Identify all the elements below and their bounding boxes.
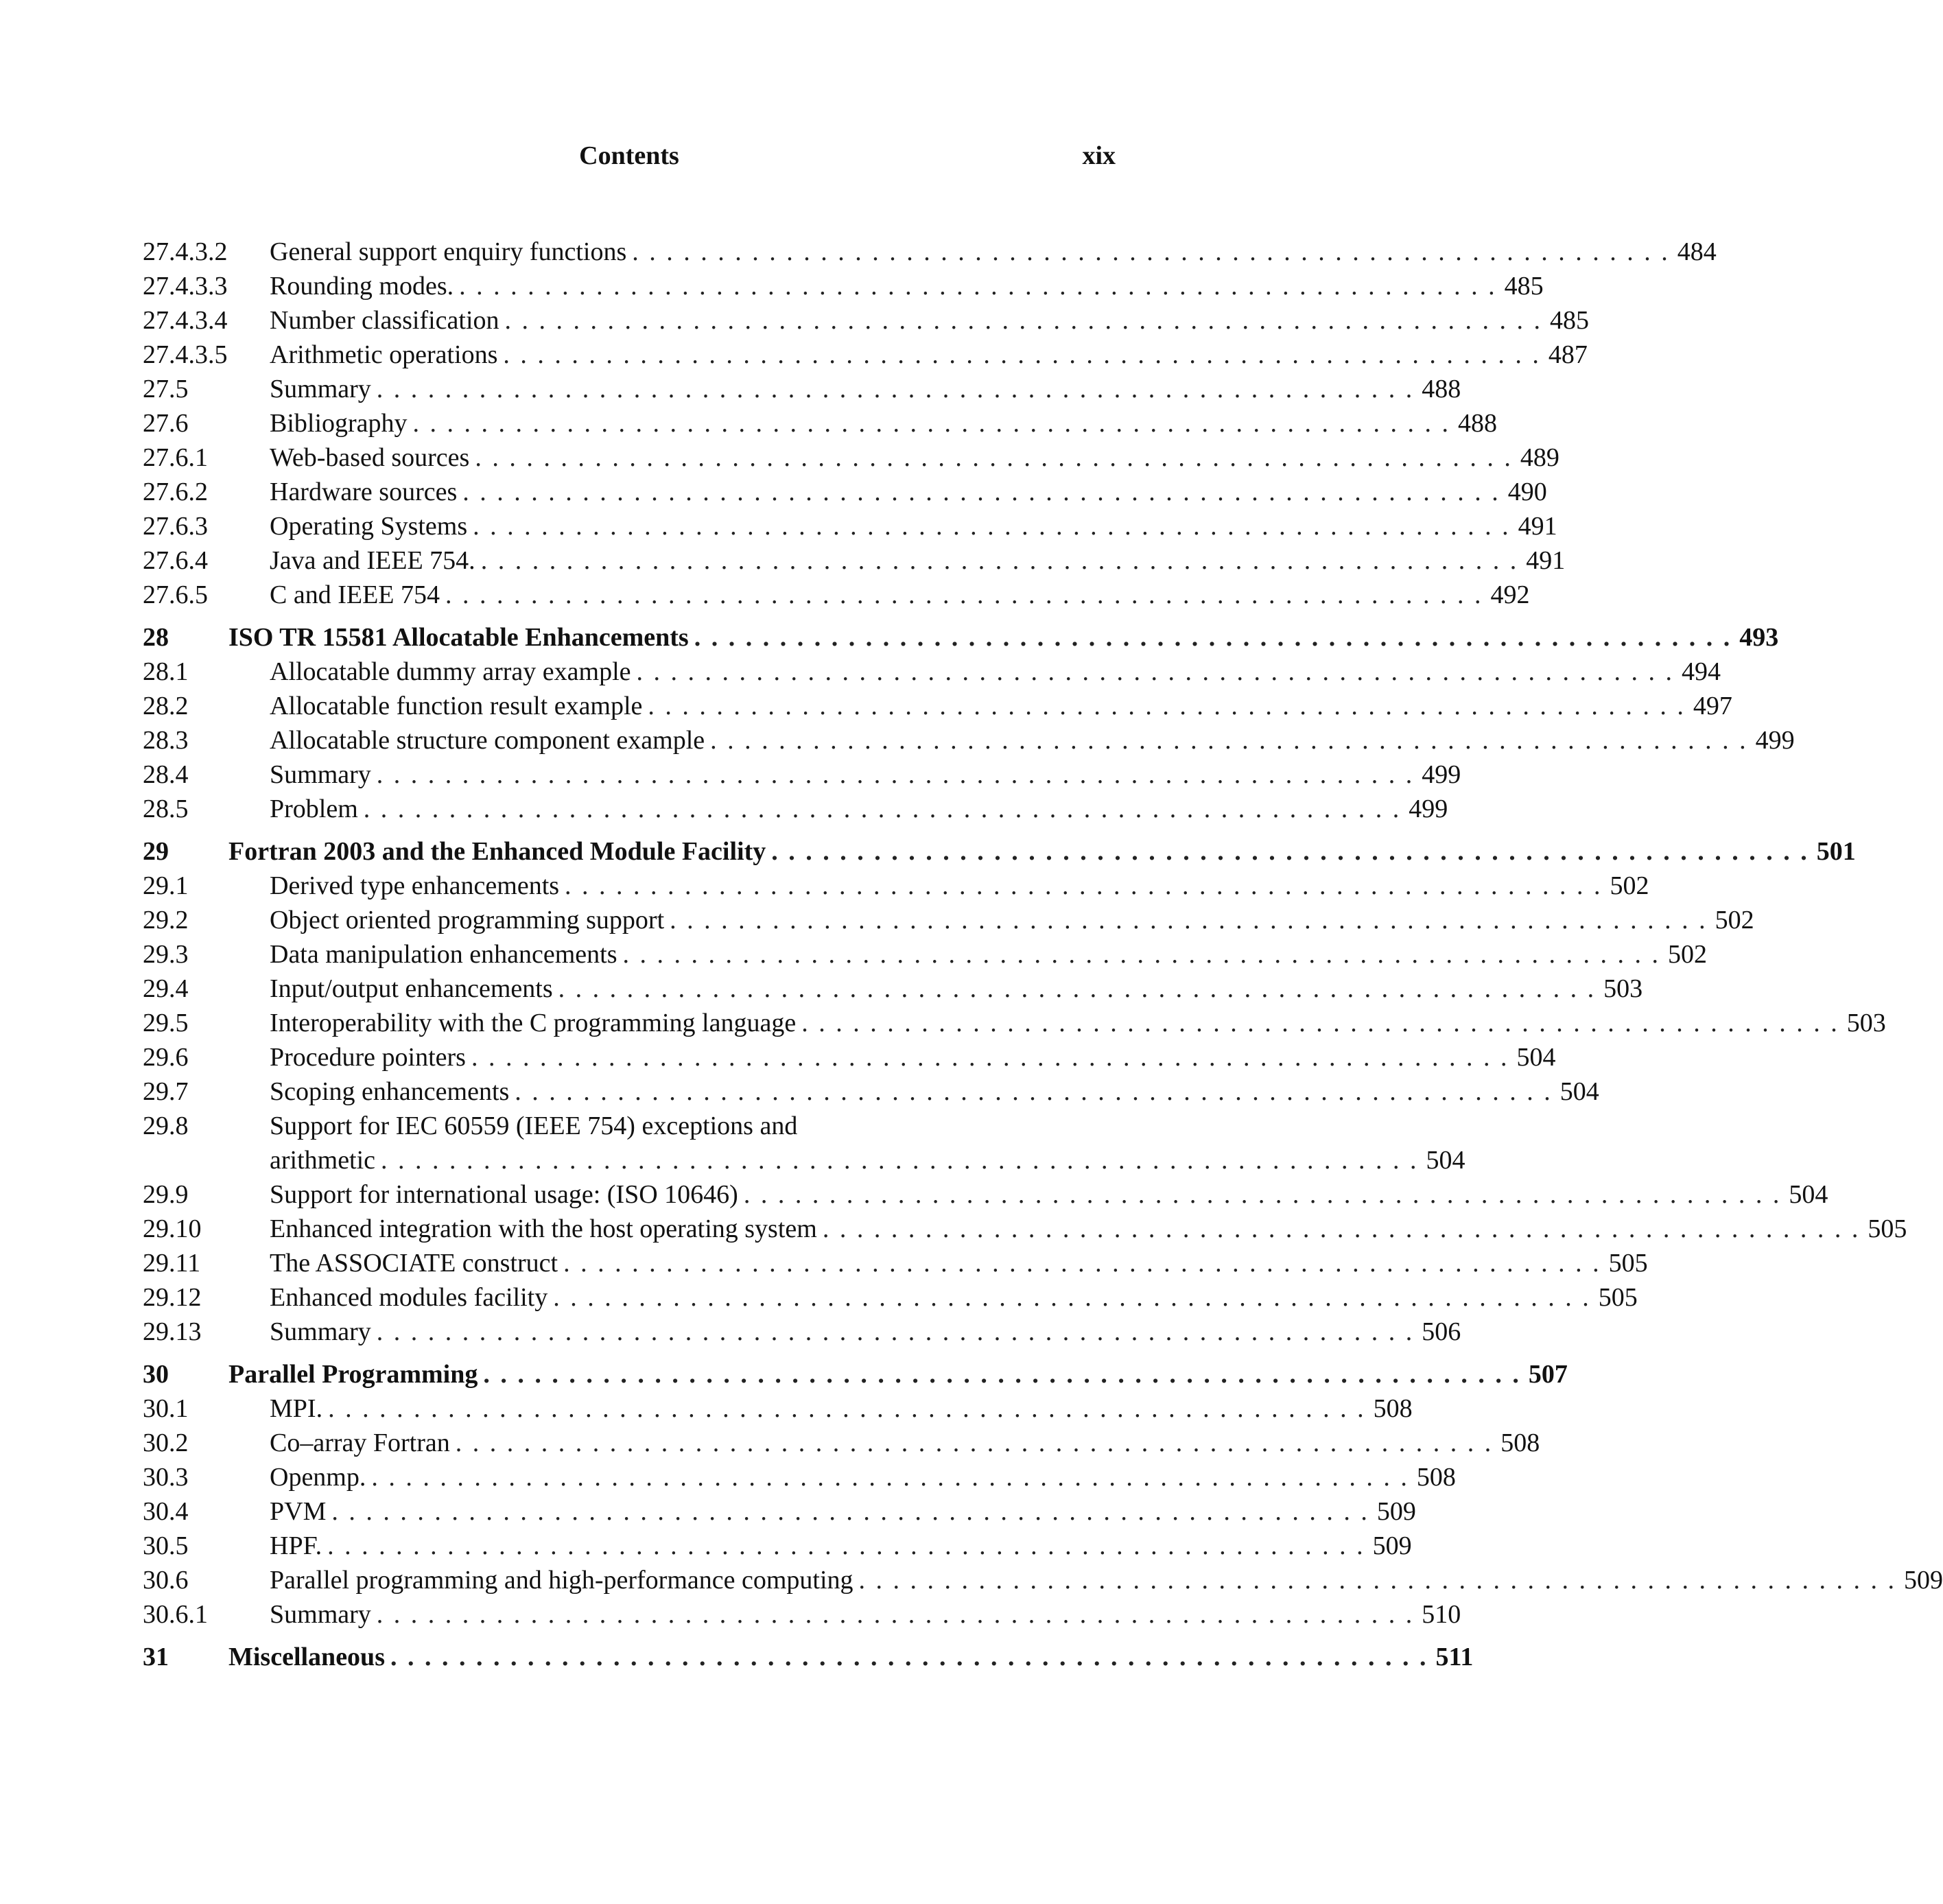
toc-entry[interactable]: [143, 1006, 1886, 1040]
dot-leader: [371, 372, 1413, 406]
dot-leader: [366, 1460, 1407, 1494]
toc-entry-page: 509: [1904, 1566, 1943, 1595]
toc-entry-page: 484: [1677, 237, 1717, 266]
toc-entry-title: Enhanced integration with the host operating system: [270, 1214, 817, 1243]
toc-entry-title: PVM: [270, 1497, 327, 1526]
toc-entry-title: Summary: [270, 1600, 371, 1629]
toc-entry-number: 29.12: [143, 1283, 202, 1312]
toc-entry-page: 507: [1528, 1360, 1568, 1389]
toc-entry-title: Openmp.: [270, 1463, 366, 1492]
toc-entry[interactable]: [143, 937, 1707, 972]
dot-leader: [322, 1391, 1364, 1426]
toc-entry-title: Operating Systems: [270, 512, 468, 541]
toc-entry-page: 488: [1458, 409, 1498, 438]
toc-entry-title: Parallel Programming: [228, 1360, 478, 1389]
toc-entry-number: 28.5: [143, 795, 189, 823]
toc-entry[interactable]: [143, 972, 1643, 1006]
toc-entry-title: Allocatable dummy array example: [270, 657, 631, 686]
toc-entry-number: 30.6.1: [143, 1600, 208, 1629]
dot-leader: [440, 578, 1481, 612]
toc-entry[interactable]: [143, 235, 1717, 269]
toc-entry-page: 485: [1550, 306, 1590, 335]
dot-leader: [497, 338, 1539, 372]
toc-entry[interactable]: [143, 1563, 1943, 1597]
toc-entry-page: 508: [1373, 1394, 1413, 1423]
toc-entry-page: 502: [1668, 940, 1707, 969]
toc-entry-number: 29.3: [143, 940, 189, 969]
dot-leader: [558, 1246, 1599, 1280]
toc-entry-number: 27.4.3.2: [143, 237, 228, 266]
toc-entry-title: ISO TR 15581 Allocatable Enhancements: [228, 623, 689, 652]
toc-entry-title: Bibliography: [270, 409, 408, 438]
dot-leader: [689, 620, 1730, 655]
toc-entry-title: Scoping enhancements: [270, 1077, 510, 1106]
dot-leader: [457, 475, 1498, 509]
dot-leader: [738, 1177, 1780, 1212]
toc-entry-page: 488: [1422, 375, 1461, 403]
dot-leader: [371, 757, 1413, 792]
table-of-contents: [143, 235, 1943, 1674]
toc-entry-title: Summary: [270, 760, 371, 789]
toc-entry-page: 499: [1755, 726, 1795, 755]
dot-leader: [408, 406, 1449, 440]
dot-leader: [466, 1040, 1507, 1074]
dot-leader: [631, 655, 1673, 689]
toc-entry-title: Summary: [270, 1317, 371, 1346]
toc-entry-page: 502: [1715, 906, 1754, 935]
toc-entry[interactable]: [143, 1494, 1416, 1529]
toc-entry-title: HPF.: [270, 1531, 322, 1560]
toc-entry-title: Data manipulation enhancements: [270, 940, 617, 969]
dot-leader: [385, 1640, 1426, 1674]
toc-entry-page: 505: [1608, 1249, 1648, 1278]
toc-entry-number: 27.4.3.4: [143, 306, 228, 335]
toc-entry-number: 29.4: [143, 974, 189, 1003]
dot-leader: [371, 1597, 1413, 1632]
toc-entry-title: General support enquiry functions: [270, 237, 627, 266]
toc-chapter-entry[interactable]: [143, 834, 1856, 869]
toc-entry-number: 31: [143, 1643, 169, 1671]
page-folio: xix: [1082, 141, 1116, 170]
toc-entry[interactable]: [143, 792, 1448, 826]
toc-entry-number: 28.3: [143, 726, 189, 755]
toc-entry[interactable]: [143, 269, 1544, 303]
toc-entry-title: Web-based sources: [270, 443, 470, 472]
toc-entry[interactable]: [143, 1391, 1413, 1426]
dot-leader: [358, 792, 1400, 826]
toc-entry-page: 508: [1500, 1429, 1540, 1457]
toc-entry[interactable]: [143, 578, 1530, 612]
toc-entry-number: 29.10: [143, 1214, 202, 1243]
toc-entry-number: 27.6.5: [143, 580, 208, 609]
toc-entry-title: Allocatable structure component example: [270, 726, 705, 755]
toc-entry-page: 504: [1559, 1077, 1599, 1106]
toc-entry[interactable]: [143, 440, 1559, 475]
toc-entry-number: 27.4.3.5: [143, 340, 228, 369]
dot-leader: [326, 1494, 1367, 1529]
toc-entry-page: 511: [1435, 1643, 1474, 1671]
toc-entry-title: Problem: [270, 795, 358, 823]
toc-entry-number: 30.3: [143, 1463, 189, 1492]
dot-leader: [664, 903, 1706, 937]
toc-entry-number: 27.6.3: [143, 512, 208, 541]
toc-entry-page: 503: [1603, 974, 1643, 1003]
toc-entry[interactable]: [143, 509, 1557, 543]
toc-entry-page: 503: [1846, 1009, 1886, 1037]
toc-entry-title: Arithmetic operations: [270, 340, 498, 369]
toc-chapter-entry[interactable]: [143, 620, 1779, 655]
toc-entry-page: 509: [1376, 1497, 1416, 1526]
toc-entry[interactable]: [143, 303, 1590, 338]
toc-entry-title: Support for international usage: (ISO 10646): [270, 1180, 738, 1209]
toc-entry[interactable]: [143, 869, 1649, 903]
toc-entry-page: 485: [1504, 272, 1544, 301]
toc-entry-number: 30.6: [143, 1566, 189, 1595]
toc-entry[interactable]: [143, 1109, 1116, 1143]
toc-entry-number: 27.4.3.3: [143, 272, 228, 301]
dot-leader: [499, 303, 1541, 338]
toc-entry[interactable]: [143, 543, 1566, 578]
toc-entry-title: Co–array Fortran: [270, 1429, 450, 1457]
toc-entry-number: 28: [143, 623, 169, 652]
dot-leader: [454, 269, 1495, 303]
toc-entry-number: 27.6: [143, 409, 189, 438]
toc-entry-title: Allocatable function result example: [270, 692, 643, 720]
toc-chapter-entry[interactable]: [143, 1357, 1568, 1391]
toc-entry-number: 29.13: [143, 1317, 202, 1346]
dot-leader: [371, 1315, 1413, 1349]
dot-leader: [478, 1357, 1519, 1391]
toc-entry-page: 510: [1422, 1600, 1461, 1629]
dot-leader: [467, 509, 1509, 543]
toc-entry[interactable]: [143, 338, 1588, 372]
toc-entry-page: 491: [1526, 546, 1566, 575]
toc-entry-page: 505: [1598, 1283, 1638, 1312]
toc-entry-page: 505: [1868, 1214, 1907, 1243]
toc-entry-title: C and IEEE 754: [270, 580, 440, 609]
toc-entry[interactable]: [143, 1040, 1556, 1074]
dot-leader: [469, 440, 1511, 475]
toc-entry-page: 504: [1426, 1146, 1465, 1175]
toc-entry-number: 27.6.1: [143, 443, 208, 472]
toc-entry[interactable]: [143, 406, 1498, 440]
dot-leader: [766, 834, 1807, 869]
toc-entry-page: 490: [1507, 478, 1547, 506]
toc-entry[interactable]: [143, 903, 1754, 937]
toc-entry-number: 27.6.4: [143, 546, 208, 575]
toc-entry[interactable]: [143, 372, 1461, 406]
toc-entry-number: 28.2: [143, 692, 189, 720]
dot-leader: [475, 543, 1517, 578]
dot-leader: [642, 689, 1684, 723]
toc-entry[interactable]: [143, 1280, 1638, 1315]
dot-leader: [705, 723, 1746, 757]
toc-entry-number: 30.2: [143, 1429, 189, 1457]
running-head: [143, 141, 1116, 179]
toc-entry-number: 29.9: [143, 1180, 189, 1209]
toc-entry-page: 494: [1682, 657, 1721, 686]
toc-entry-page: 487: [1548, 340, 1588, 369]
toc-entry[interactable]: [143, 689, 1732, 723]
dot-leader: [375, 1143, 1417, 1177]
dot-leader: [853, 1563, 1895, 1597]
toc-entry-number: 28.1: [143, 657, 189, 686]
toc-entry-page: 489: [1520, 443, 1559, 472]
toc-entry-page: 504: [1516, 1043, 1556, 1072]
toc-entry-title: Java and IEEE 754.: [270, 546, 475, 575]
toc-entry-title: Procedure pointers: [270, 1043, 466, 1072]
toc-entry[interactable]: [143, 655, 1721, 689]
toc-entry[interactable]: [143, 1460, 1456, 1494]
toc-entry[interactable]: [143, 1212, 1907, 1246]
toc-entry-title: Fortran 2003 and the Enhanced Module Facility: [228, 837, 766, 866]
toc-entry-number: 28.4: [143, 760, 189, 789]
toc-entry-number: 29.6: [143, 1043, 189, 1072]
toc-entry[interactable]: [143, 757, 1461, 792]
toc-entry-page: 499: [1422, 760, 1461, 789]
dot-leader: [553, 972, 1594, 1006]
toc-entry-page: 492: [1490, 580, 1530, 609]
toc-entry-title-continued: arithmetic: [270, 1146, 376, 1175]
toc-entry-number: 29.1: [143, 871, 189, 900]
toc-entry[interactable]: [143, 1074, 1599, 1109]
toc-entry-title: The ASSOCIATE construct: [270, 1249, 558, 1278]
toc-entry-number: 29.7: [143, 1077, 189, 1106]
toc-entry-title: Hardware sources: [270, 478, 458, 506]
toc-chapter-entry[interactable]: [143, 1640, 1474, 1674]
toc-entry-page: 499: [1409, 795, 1448, 823]
toc-entry-number: 29.5: [143, 1009, 189, 1037]
toc-entry[interactable]: [143, 1529, 1412, 1563]
toc-entry-title: Derived type enhancements: [270, 871, 560, 900]
toc-entry-page: 493: [1739, 623, 1779, 652]
dot-leader: [796, 1006, 1837, 1040]
toc-entry-number: 29.11: [143, 1249, 201, 1278]
toc-entry-title: Rounding modes.: [270, 272, 454, 301]
toc-entry-number: 30.1: [143, 1394, 189, 1423]
dot-leader: [509, 1074, 1551, 1109]
dot-leader: [817, 1212, 1859, 1246]
toc-entry-title: Miscellaneous: [228, 1643, 385, 1671]
dot-leader: [547, 1280, 1589, 1315]
toc-entry-title: Input/output enhancements: [270, 974, 553, 1003]
toc-entry-page: 509: [1372, 1531, 1412, 1560]
dot-leader: [450, 1426, 1492, 1460]
toc-entry[interactable]: [143, 1426, 1540, 1460]
toc-entry[interactable]: [143, 1177, 1828, 1212]
toc-entry-title: Support for IEC 60559 (IEEE 754) exceptions and: [270, 1112, 798, 1140]
toc-entry-page: 491: [1518, 512, 1557, 541]
toc-entry[interactable]: [143, 475, 1547, 509]
toc-entry-title: Parallel programming and high-performance computing: [270, 1566, 853, 1595]
dot-leader: [322, 1529, 1363, 1563]
dot-leader: [617, 937, 1659, 972]
dot-leader: [626, 235, 1668, 269]
toc-entry-number: 29.2: [143, 906, 189, 935]
toc-entry-continuation[interactable]: [143, 1143, 1465, 1177]
toc-entry-page: 502: [1610, 871, 1649, 900]
toc-entry-number: 30: [143, 1360, 169, 1389]
toc-entry-number: 27.5: [143, 375, 189, 403]
toc-entry-page: 504: [1789, 1180, 1828, 1209]
toc-entry[interactable]: [143, 1597, 1461, 1632]
toc-entry-page: 506: [1422, 1317, 1461, 1346]
toc-entry[interactable]: [143, 723, 1795, 757]
toc-entry-page: 508: [1416, 1463, 1456, 1492]
toc-entry-number: 29: [143, 837, 169, 866]
toc-entry-number: 30.5: [143, 1531, 189, 1560]
toc-entry[interactable]: [143, 1315, 1461, 1349]
toc-entry-page: 497: [1693, 692, 1732, 720]
toc-entry-title: MPI.: [270, 1394, 323, 1423]
toc-entry-title: Interoperability with the C programming language: [270, 1009, 797, 1037]
toc-entry-number: 29.8: [143, 1112, 189, 1140]
toc-entry-number: 27.6.2: [143, 478, 208, 506]
toc-entry-title: Object oriented programming support: [270, 906, 665, 935]
page-title: Contents: [579, 141, 679, 170]
toc-entry-title: Number classification: [270, 306, 499, 335]
toc-entry-title: Summary: [270, 375, 371, 403]
dot-leader: [559, 869, 1601, 903]
toc-entry-number: 30.4: [143, 1497, 189, 1526]
toc-entry-title: Enhanced modules facility: [270, 1283, 548, 1312]
toc-entry[interactable]: [143, 1246, 1648, 1280]
toc-entry-page: 501: [1816, 837, 1856, 866]
